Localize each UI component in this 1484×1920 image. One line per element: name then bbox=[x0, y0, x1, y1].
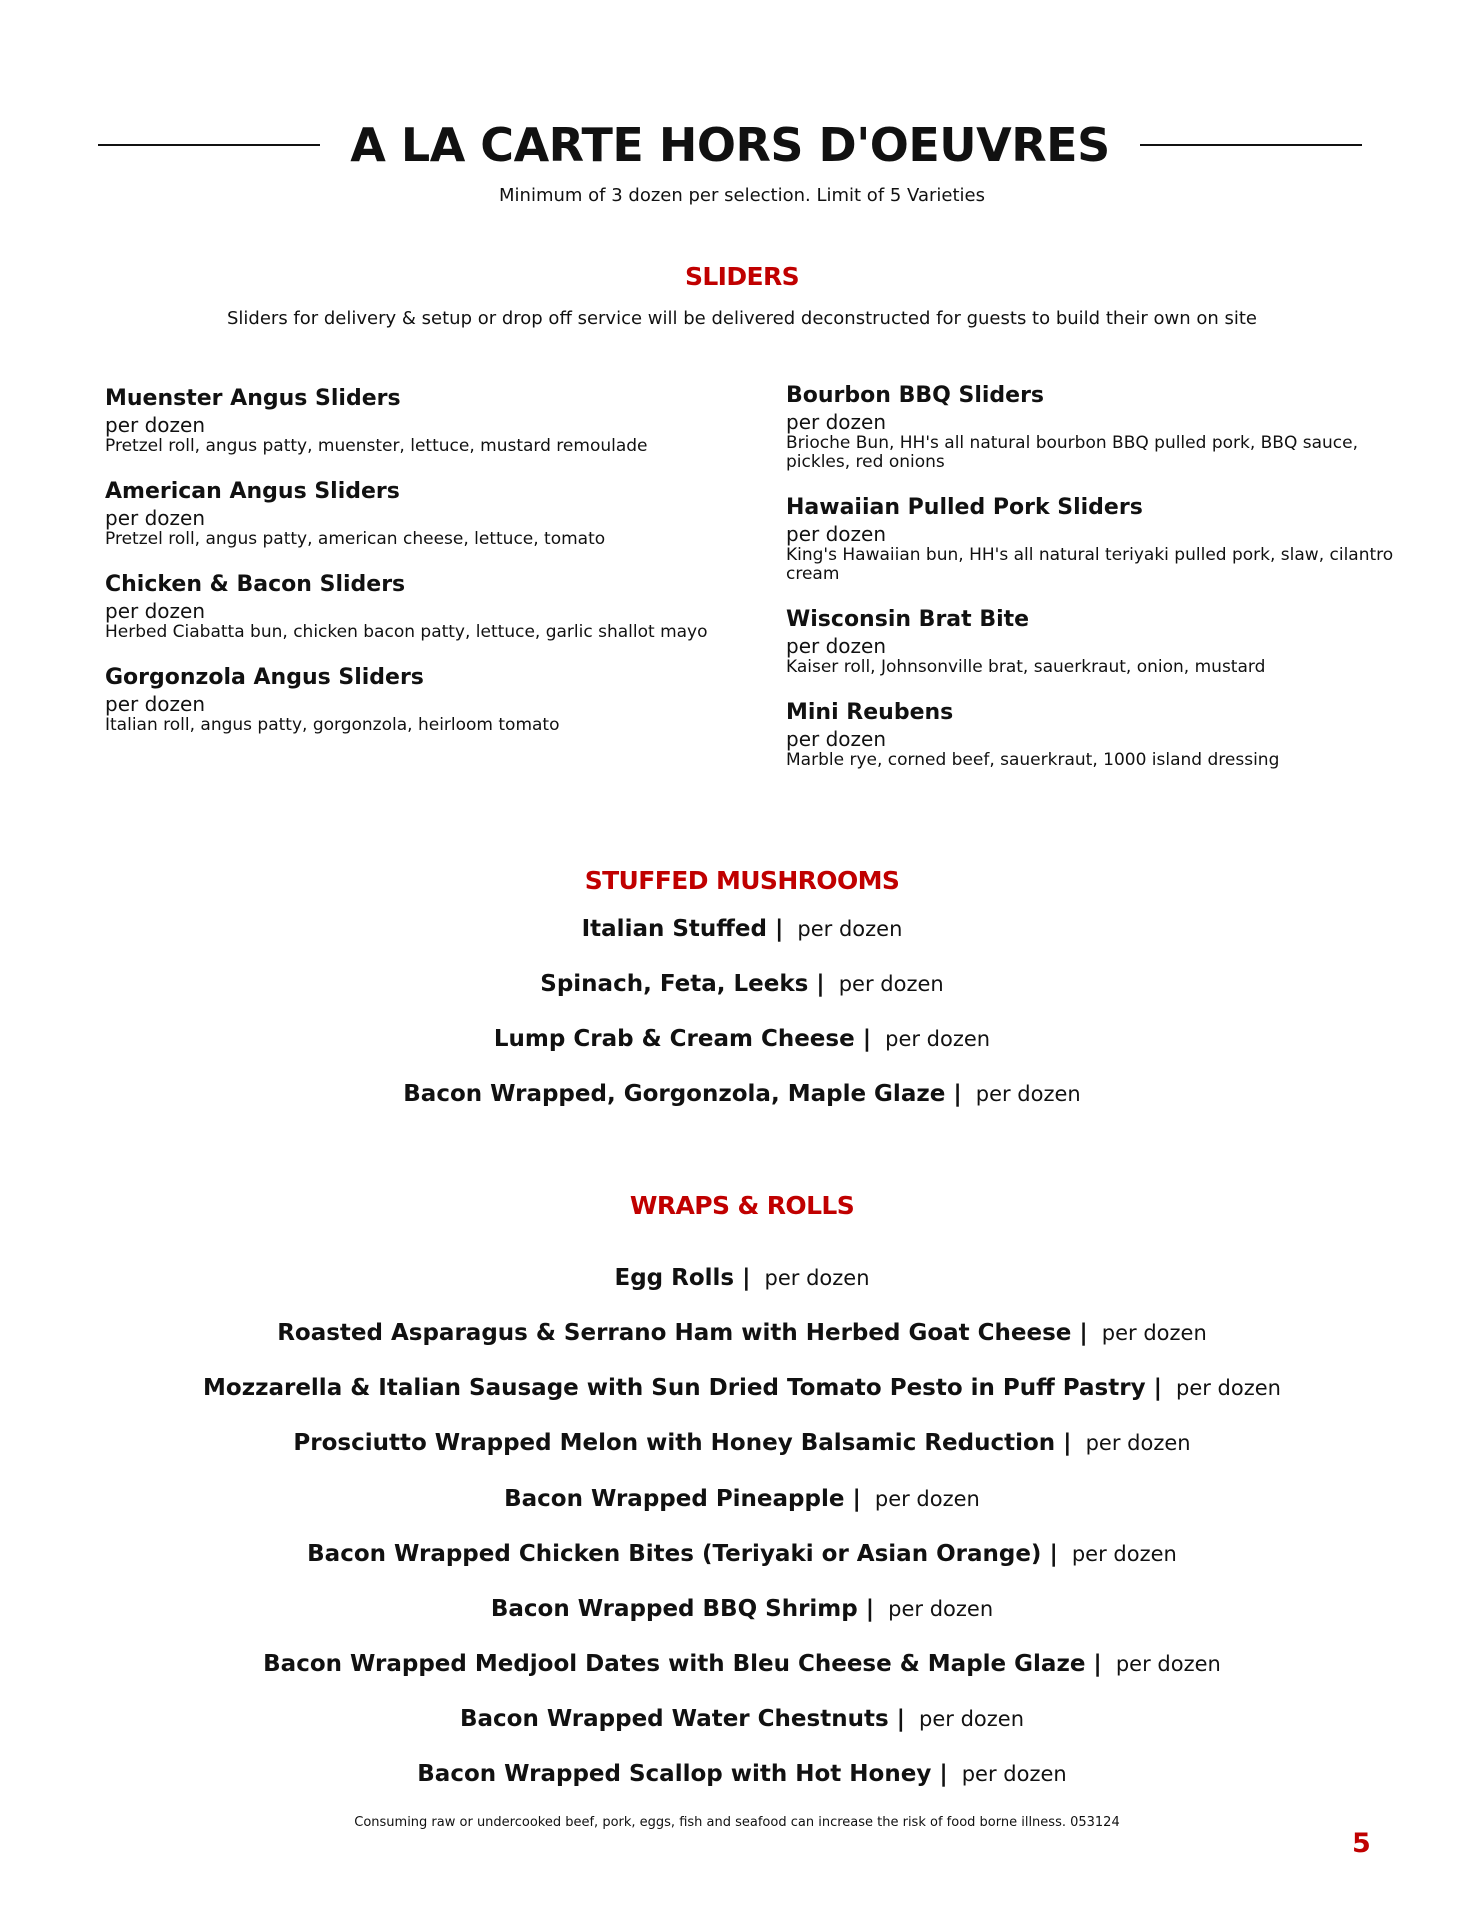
item-description: Marble rye, corned beef, sauerkraut, 1000 island dressing bbox=[786, 750, 1280, 770]
item-description: Brioche Bun, HH's all natural bourbon BBQ pulled pork, BBQ sauce, pickles, red onions bbox=[786, 433, 1359, 472]
item-price: per dozen bbox=[105, 692, 205, 716]
page-subtitle: Minimum of 3 dozen per selection. Limit of 5 Varieties bbox=[499, 185, 985, 206]
list-item bbox=[0, 1759, 1484, 1789]
page-number: 5 bbox=[1352, 1828, 1371, 1859]
title-rule-right bbox=[1140, 144, 1362, 146]
menu-item bbox=[786, 699, 1426, 770]
item-name: Egg Rolls | bbox=[614, 1265, 751, 1291]
item-price: per dozen bbox=[1071, 1542, 1177, 1566]
menu-item bbox=[105, 664, 725, 735]
list-item bbox=[0, 1428, 1484, 1458]
list-item bbox=[0, 1024, 1484, 1054]
title-row bbox=[155, 118, 1305, 172]
page-title: A LA CARTE HORS D'OEUVRES bbox=[350, 118, 1110, 172]
item-name: Spinach, Feta, Leeks | bbox=[540, 971, 825, 997]
item-price: per dozen bbox=[1085, 1431, 1191, 1455]
list-item bbox=[0, 1373, 1484, 1403]
item-name: Bacon Wrapped, Gorgonzola, Maple Glaze | bbox=[403, 1081, 962, 1107]
item-name: Mini Reubens bbox=[786, 700, 954, 725]
item-description: Pretzel roll, angus patty, muenster, lettuce, mustard remoulade bbox=[105, 436, 648, 456]
item-price: per dozen bbox=[105, 413, 205, 437]
item-name: American Angus Sliders bbox=[105, 479, 400, 504]
list-item bbox=[0, 1704, 1484, 1734]
item-price: per dozen bbox=[786, 634, 886, 658]
menu-item bbox=[105, 385, 725, 456]
list-item bbox=[0, 1263, 1484, 1293]
item-name: Gorgonzola Angus Sliders bbox=[105, 665, 424, 690]
item-price: per dozen bbox=[1175, 1376, 1281, 1400]
item-name: Italian Stuffed | bbox=[581, 916, 784, 942]
item-price: per dozen bbox=[105, 599, 205, 623]
list-item bbox=[0, 1594, 1484, 1624]
list-item bbox=[0, 1318, 1484, 1348]
menu-item bbox=[786, 606, 1426, 677]
item-description: Italian roll, angus patty, gorgonzola, heirloom tomato bbox=[105, 715, 560, 735]
item-name: Bacon Wrapped Water Chestnuts | bbox=[459, 1706, 906, 1732]
item-price: per dozen bbox=[105, 506, 205, 530]
item-name: Bourbon BBQ Sliders bbox=[786, 383, 1045, 408]
item-name: Bacon Wrapped Medjool Dates with Bleu Cheese & Maple Glaze | bbox=[263, 1651, 1102, 1677]
item-price: per dozen bbox=[888, 1597, 994, 1621]
item-description: Herbed Ciabatta bun, chicken bacon patty, lettuce, garlic shallot mayo bbox=[105, 622, 708, 642]
item-name: Roasted Asparagus & Serrano Ham with Herbed Goat Cheese | bbox=[277, 1320, 1088, 1346]
title-rule-left bbox=[98, 144, 320, 146]
item-description: Kaiser roll, Johnsonville brat, sauerkraut, onion, mustard bbox=[786, 657, 1266, 677]
item-name: Bacon Wrapped Scallop with Hot Honey | bbox=[417, 1761, 948, 1787]
item-price: per dozen bbox=[838, 972, 944, 996]
item-price: per dozen bbox=[961, 1762, 1067, 1786]
item-name: Bacon Wrapped Chicken Bites (Teriyaki or Asian Orange) | bbox=[307, 1541, 1058, 1567]
item-price: per dozen bbox=[797, 917, 903, 941]
item-name: Chicken & Bacon Sliders bbox=[105, 572, 406, 597]
sliders-left-column bbox=[105, 385, 725, 757]
item-price: per dozen bbox=[919, 1707, 1025, 1731]
item-name: Muenster Angus Sliders bbox=[105, 386, 401, 411]
mushrooms-heading: STUFFED MUSHROOMS bbox=[584, 866, 900, 895]
item-name: Bacon Wrapped Pineapple | bbox=[504, 1486, 861, 1512]
list-item bbox=[0, 1539, 1484, 1569]
item-price: per dozen bbox=[786, 522, 886, 546]
item-description: King's Hawaiian bun, HH's all natural teriyaki pulled pork, slaw, cilantro cream bbox=[786, 545, 1394, 584]
list-item bbox=[0, 1484, 1484, 1514]
item-price: per dozen bbox=[786, 727, 886, 751]
menu-item bbox=[105, 571, 725, 642]
footer-disclaimer: Consuming raw or undercooked beef, pork, eggs, fish and seafood can increase the risk of food borne illness. 053124 bbox=[354, 1815, 1120, 1830]
item-price: per dozen bbox=[1101, 1321, 1207, 1345]
item-description: Pretzel roll, angus patty, american cheese, lettuce, tomato bbox=[105, 529, 606, 549]
item-name: Wisconsin Brat Bite bbox=[786, 607, 1030, 632]
list-item bbox=[0, 914, 1484, 944]
item-price: per dozen bbox=[975, 1082, 1081, 1106]
item-name: Lump Crab & Cream Cheese | bbox=[493, 1026, 872, 1052]
item-name: Bacon Wrapped BBQ Shrimp | bbox=[490, 1596, 875, 1622]
item-name: Mozzarella & Italian Sausage with Sun Dried Tomato Pesto in Puff Pastry | bbox=[203, 1375, 1162, 1401]
list-item bbox=[0, 969, 1484, 999]
item-price: per dozen bbox=[786, 410, 886, 434]
item-price: per dozen bbox=[1115, 1652, 1221, 1676]
wraps-heading: WRAPS & ROLLS bbox=[629, 1191, 855, 1220]
item-price: per dozen bbox=[764, 1266, 870, 1290]
menu-item bbox=[786, 494, 1426, 584]
item-name: Prosciutto Wrapped Melon with Honey Balsamic Reduction | bbox=[293, 1430, 1072, 1456]
list-item bbox=[0, 1079, 1484, 1109]
item-price: per dozen bbox=[885, 1027, 991, 1051]
list-item bbox=[0, 1649, 1484, 1679]
sliders-note: Sliders for delivery & setup or drop off service will be delivered deconstructed for guests to build their own on site bbox=[226, 308, 1258, 329]
menu-item bbox=[786, 382, 1426, 472]
item-price: per dozen bbox=[874, 1487, 980, 1511]
sliders-right-column bbox=[786, 382, 1426, 792]
menu-item bbox=[105, 478, 725, 549]
sliders-heading: SLIDERS bbox=[684, 262, 800, 291]
item-name: Hawaiian Pulled Pork Sliders bbox=[786, 495, 1143, 520]
